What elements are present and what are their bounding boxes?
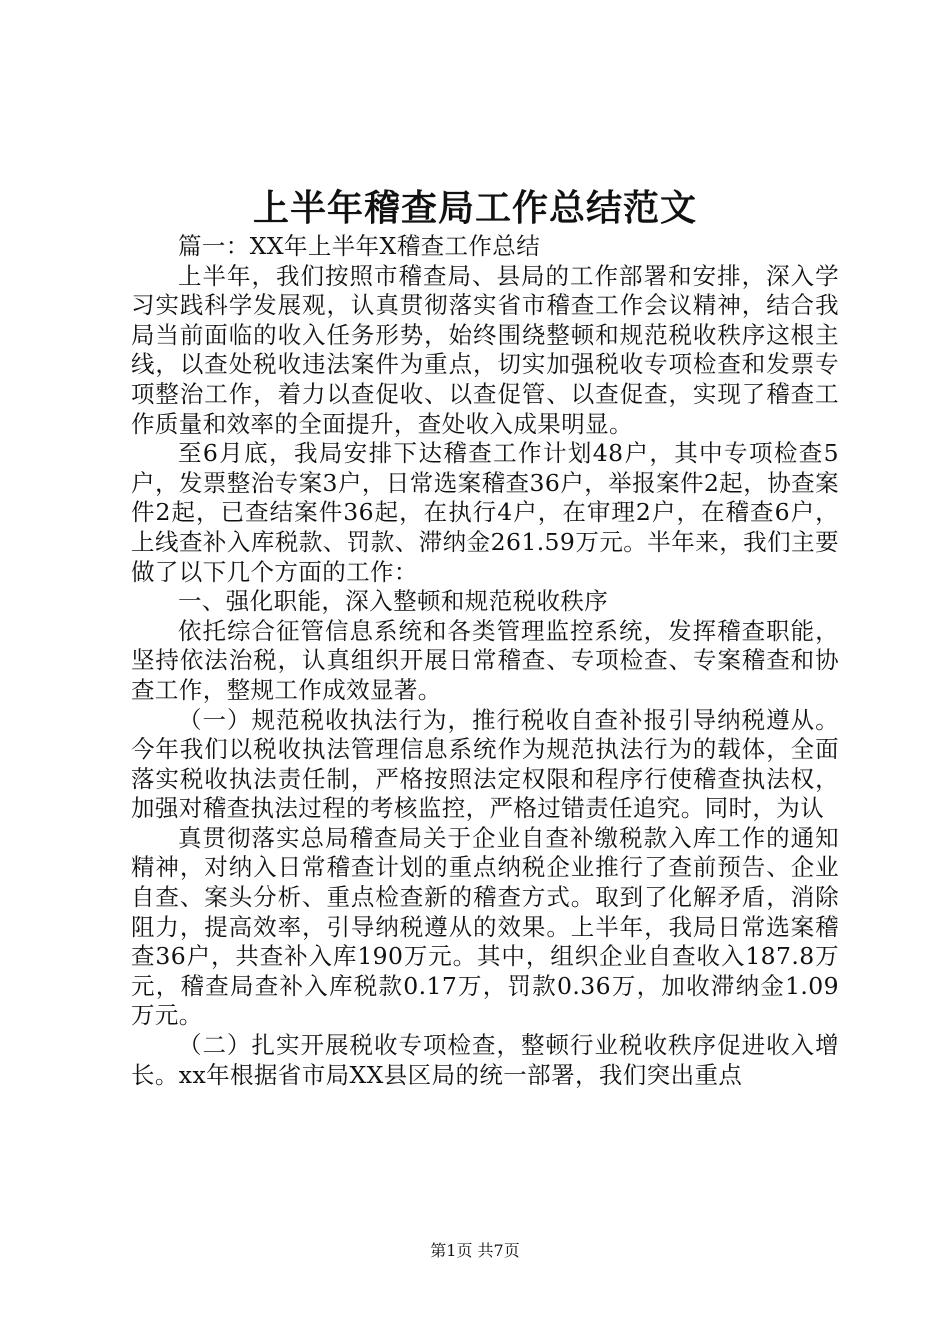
- paragraph: 依托综合征管信息系统和各类管理监控系统，发挥稽查职能，坚持依法治税，认真组织开展日常稽查、专项检查、专案稽查和协查工作，整规工作成效显著。: [131, 616, 839, 704]
- paragraph: 至6月底，我局安排下达稽查工作计划48户，其中专项检查5户，发票整治专案3户，日常选案稽查36户，举报案件2起，协查案件2起，已查结案件36起，在执行4户，在审理2户，在稽查6户，上线查补入库税款、罚款、滞纳金261.59万元。半年来，我们主要做了以下几个方面的工作：: [131, 439, 839, 586]
- document-body: [131, 232, 839, 1090]
- document-title: 上半年稽查局工作总结范文: [252, 187, 697, 229]
- paragraph: 篇一：XX年上半年X稽查工作总结: [178, 232, 541, 260]
- paragraph: 上半年，我们按照市稽查局、县局的工作部署和安排，深入学习实践科学发展观，认真贯彻落实省市稽查工作会议精神，结合我局当前面临的收入任务形势，始终围绕整顿和规范税收秩序这根主线，以查处税收违法案件为重点，切实加强税收专项检查和发票专项整治工作，着力以查促收、以查促管、以查促查，实现了稽查工作质量和效率的全面提升，查处收入成果明显。: [131, 261, 839, 438]
- page-footer: 第1页 共7页: [430, 1241, 520, 1260]
- section-heading: 一、强化职能，深入整顿和规范税收秩序: [178, 587, 609, 616]
- paragraph: 真贯彻落实总局稽查局关于企业自查补缴税款入库工作的通知精神，对纳入日常稽查计划的重点纳税企业推行了查前预告、企业自查、案头分析、重点检查新的稽查方式。取到了化解矛盾，消除阻力，提高效率，引导纳税遵从的效果。上半年，我局日常选案稽查36户，共查补入库190万元。其中，组织企业自查收入187.8万元，稽查局查补入库税款0.17万，罚款0.36万，加收滞纳金1.09万元。: [131, 823, 839, 1030]
- paragraph: （二）扎实开展税收专项检查，整顿行业税收秩序促进收入增长。xx年根据省市局XX县区局的统一部署，我们突出重点: [131, 1031, 839, 1089]
- paragraph: （一）规范税收执法行为，推行税收自查补报引导纳税遵从。今年我们以税收执法管理信息系统作为规范执法行为的载体，全面落实税收执法责任制，严格按照法定权限和程序行使稽查执法权，加强对稽查执法过程的考核监控，严格过错责任追究。同时，为认: [131, 705, 839, 823]
